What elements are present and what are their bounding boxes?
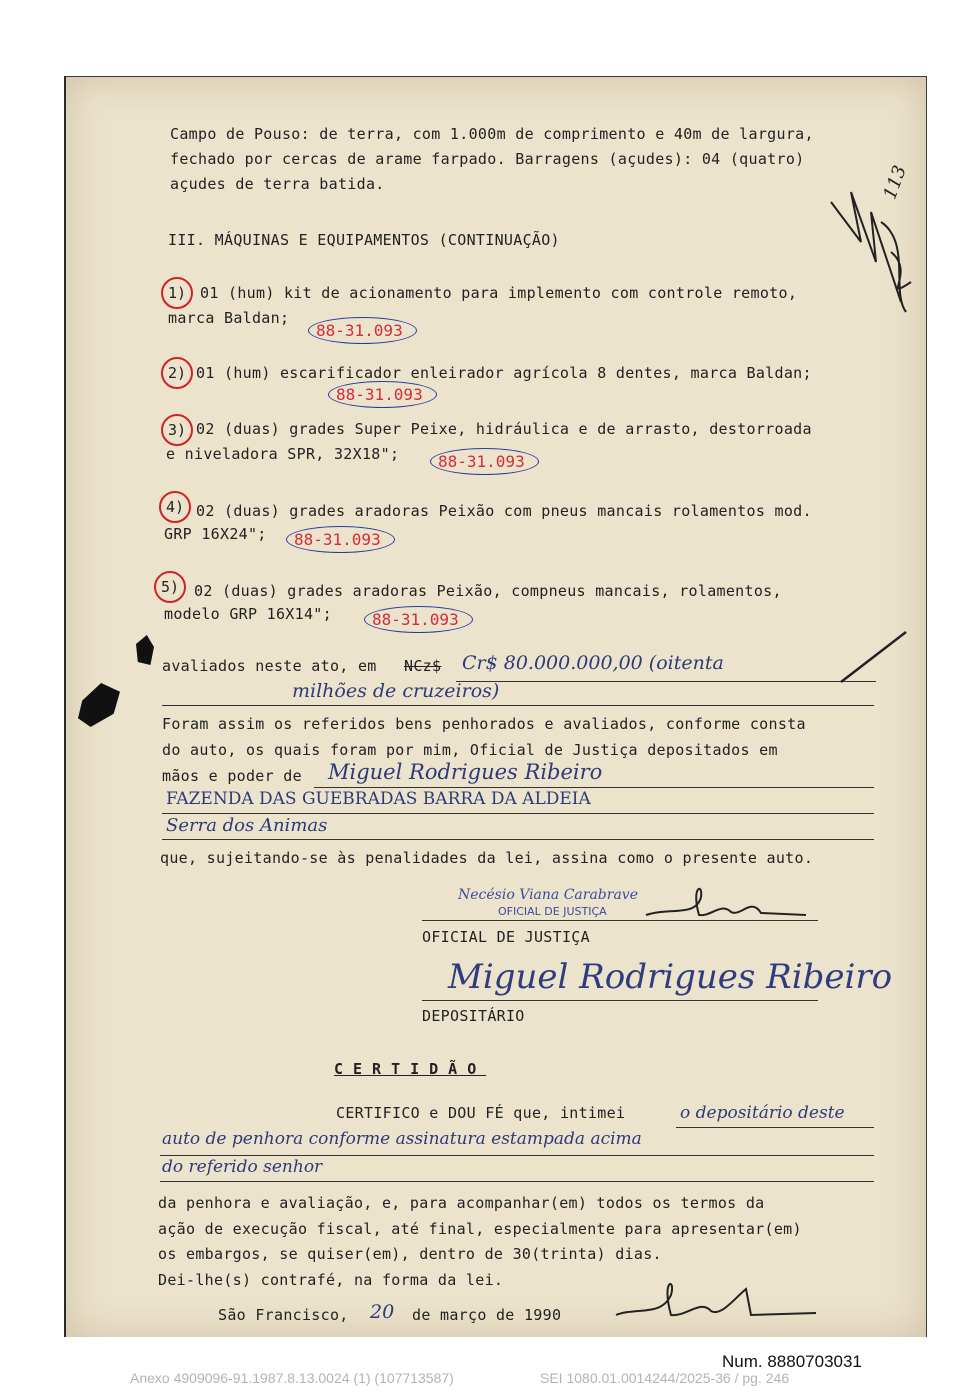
body-line: que, sujeitando-se às penalidades da lei, assina como o presente auto. [160, 849, 814, 867]
fill-line [314, 787, 874, 788]
document-number: Num. 8880703031 [722, 1352, 862, 1371]
intro-line: açudes de terra batida. [170, 175, 385, 193]
depositary-address-handwritten: Serra dos Animas [166, 815, 328, 836]
item-line: 02 (duas) grades aradoras Peixão com pneus mancais rolamentos mod. [196, 502, 812, 520]
body-line: Foram assim os referidos bens penhorados e avaliados, conforme consta [162, 715, 806, 733]
certidao-line: ação de execução fiscal, até final, especialmente para apresentar(em) [158, 1220, 802, 1238]
fill-line [676, 1127, 874, 1128]
body-line: mãos e poder de [162, 767, 302, 785]
depositary-signature: Miguel Rodrigues Ribeiro [448, 957, 893, 997]
item-line: 02 (duas) grades aradoras Peixão, compneus mancais, rolamentos, [194, 582, 782, 600]
intro-line: Campo de Pouso: de terra, com 1.000m de comprimento e 40m de largura, [170, 125, 814, 143]
depositary-name-handwritten: Miguel Rodrigues Ribeiro [328, 760, 603, 784]
item-line: 01 (hum) kit de acionamento para implemento com controle remoto, [200, 284, 798, 302]
struck-currency: NCz$ [404, 657, 442, 675]
fill-line [160, 1181, 874, 1182]
scanned-document-page [64, 76, 927, 1337]
red-code-mark: 88-31.093 [316, 321, 403, 340]
intro-line: fechado por cercas de arame farpado. Barragens (açudes): 04 (quatro) [170, 150, 805, 168]
fill-line [162, 813, 874, 814]
body-line: do auto, os quais foram por mim, Oficial de Justiça depositados em [162, 741, 778, 759]
depositary-label: DEPOSITÁRIO [422, 1007, 525, 1025]
certidao-handwritten: auto de penhora conforme assinatura estampada acima [162, 1129, 642, 1149]
red-code-mark: 88-31.093 [294, 530, 381, 549]
certidao-handwritten: o depositário deste [680, 1103, 845, 1123]
fill-line [456, 681, 876, 682]
section-title: III. MÁQUINAS E EQUIPAMENTOS (CONTINUAÇÃO) [168, 231, 560, 249]
certidao-title: CERTIDÃO [334, 1060, 487, 1078]
certidao-line: da penhora e avaliação, e, para acompanhar(em) todos os termos da [158, 1194, 765, 1212]
certidao-line: os embargos, se quiser(em), dentro de 30(trinta) dias. [158, 1245, 662, 1263]
margin-annotation: 113 [879, 162, 911, 203]
fill-line [160, 1155, 874, 1156]
officer-stamp-title: OFICIAL DE JUSTIÇA [498, 905, 607, 918]
certidao-intro: CERTIFICO e DOU FÉ que, intimei [336, 1104, 626, 1122]
certidao-handwritten: do referido senhor [162, 1157, 323, 1177]
item-number-circle: 5) [154, 571, 186, 603]
footer-attachment-ref: Anexo 4909096-91.1987.8.13.0024 (1) (107713587) [130, 1370, 454, 1386]
item-line: e niveladora SPR, 32X18"; [166, 445, 400, 463]
item-number-circle: 4) [159, 491, 191, 523]
red-code-mark: 88-31.093 [336, 385, 423, 404]
item-number-circle: 3) [161, 414, 193, 446]
item-line: 01 (hum) escarificador enleirador agrícola 8 dentes, marca Baldan; [196, 364, 812, 382]
red-code-mark: 88-31.093 [372, 610, 459, 629]
punch-hole-mark [136, 635, 154, 665]
depositary-address-handwritten: FAZENDA DAS GUEBRADAS BARRA DA ALDEIA [166, 789, 591, 809]
valuation-amount-handwritten: milhões de cruzeiros) [292, 680, 500, 702]
signature-line [422, 1000, 818, 1001]
punch-hole-mark [78, 683, 120, 727]
signature-line [422, 920, 818, 921]
footer-sei-ref: SEI 1080.01.0014244/2025-36 / pg. 246 [540, 1370, 790, 1386]
item-number-circle: 2) [161, 357, 193, 389]
item-line: GRP 16X24"; [164, 525, 267, 543]
fill-line [162, 839, 874, 840]
slash-mark [836, 627, 916, 687]
margin-signature-scribble [821, 182, 921, 322]
date-place: São Francisco, [218, 1306, 349, 1324]
officer-stamp-name: Necésio Viana Carabrave [458, 887, 638, 903]
valuation-amount-handwritten: Cr$ 80.000.000,00 (oitenta [462, 652, 724, 674]
final-signature [611, 1267, 821, 1327]
fill-line [162, 705, 874, 706]
item-line: marca Baldan; [168, 309, 290, 327]
red-code-mark: 88-31.093 [438, 452, 525, 471]
item-number-circle: 1) [161, 277, 193, 309]
certidao-line: Dei-lhe(s) contrafé, na forma da lei. [158, 1271, 504, 1289]
item-line: 02 (duas) grades Super Peixe, hidráulica e de arrasto, destorroada [196, 420, 812, 438]
date-rest: de março de 1990 [412, 1306, 562, 1324]
date-day-handwritten: 20 [370, 1301, 395, 1323]
valuation-label: avaliados neste ato, em [162, 657, 377, 675]
item-line: modelo GRP 16X14"; [164, 605, 332, 623]
officer-label: OFICIAL DE JUSTIÇA [422, 928, 590, 946]
